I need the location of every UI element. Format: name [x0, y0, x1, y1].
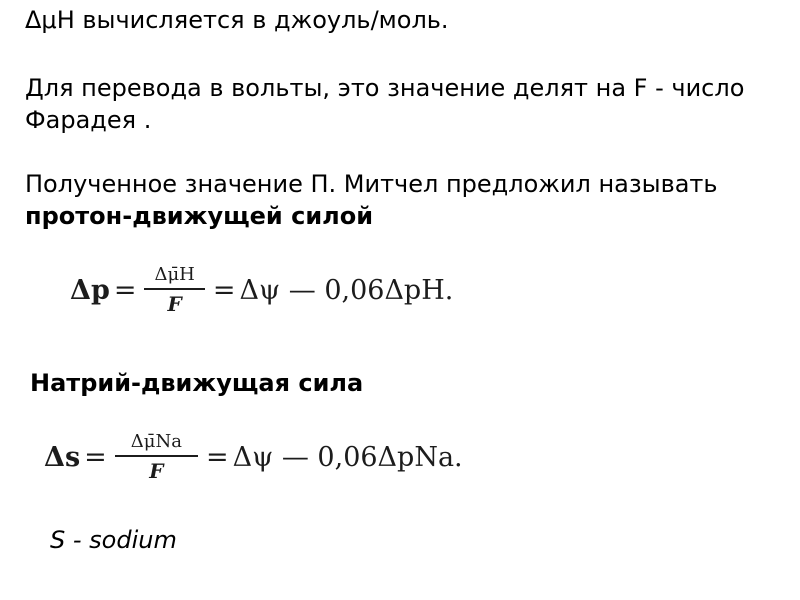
formula-sodium-lhs: Δs — [44, 441, 81, 473]
formula-sodium-fraction — [115, 431, 198, 483]
formula-proton-lhs: Δp — [70, 274, 110, 306]
formula-sodium-numerator: Δμ̄Na — [115, 431, 198, 457]
formula-proton-fraction — [144, 264, 204, 316]
formula-proton-numerator: Δμ̄H — [144, 264, 204, 290]
formula-proton-equals-1: = — [113, 274, 137, 306]
formula-proton-equals-2: = — [212, 274, 236, 306]
formula-sodium-equals-1: = — [84, 441, 107, 473]
formula-proton-motive-force — [70, 255, 453, 325]
text-line-faraday-2: Фарадея . — [25, 106, 152, 134]
text-line-faraday-1: Для перевода в вольты, это значение делят на F - число — [25, 74, 745, 102]
formula-proton-denominator: F — [167, 292, 182, 316]
text-term-proton-motive-force: протон-движущей силой — [25, 202, 374, 230]
formula-sodium-rhs: Δψ — 0,06ΔpNa. — [232, 441, 463, 473]
heading-sodium-motive-force: Натрий-движущая сила — [30, 369, 364, 397]
text-paragraph-faraday — [25, 72, 744, 136]
text-line-mitchell-1: Полученное значение П. Митчел предложил называть — [25, 170, 718, 198]
formula-sodium-denominator: F — [149, 459, 164, 483]
formula-proton-rhs: Δψ — 0,06ΔpH. — [239, 274, 454, 306]
text-line-dmuh-units: ΔμН вычисляется в джоуль/моль. — [25, 6, 449, 34]
text-paragraph-mitchell — [25, 168, 718, 232]
formula-sodium-equals-2: = — [205, 441, 229, 473]
formula-sodium-motive-force — [44, 422, 463, 492]
note-sodium: S - sodium — [50, 526, 177, 554]
